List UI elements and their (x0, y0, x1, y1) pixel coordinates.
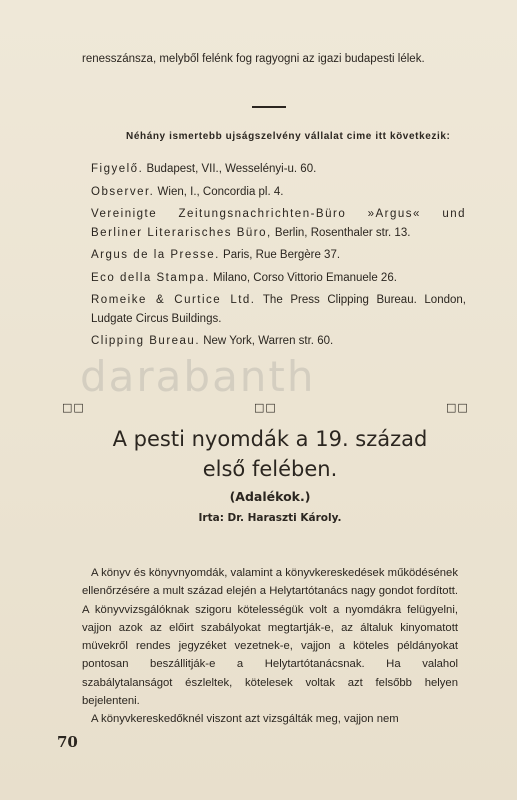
article-author: Irta: Dr. Haraszti Károly. (198, 512, 342, 524)
agency-entry (91, 246, 466, 265)
agency-name: Clipping Bureau. (91, 335, 201, 347)
agency-list-heading: Néhány ismertebb ujságszelvény vállalat cime itt következik: (126, 131, 451, 142)
agency-list (91, 160, 466, 355)
agency-entry (91, 205, 466, 242)
agency-entry (91, 332, 466, 351)
agency-address: Berlin, Rosenthaler str. 13. (271, 226, 411, 239)
agency-address: Milano, Corso Vittorio Emanuele 26. (209, 271, 397, 284)
agency-entry (91, 183, 466, 202)
agency-name: Eco della Stampa. (91, 271, 210, 284)
article-title (60, 424, 480, 484)
body-paragraph: A könyv és könyvnyomdák, valamint a könyvkereskedések működésének ellenőrzésére a mult század elején a Helytartótanács nagy gondot fordított. A könyvvizsgálóknak szigoru kötelességük volt a nyomdákra felügyelni, vajjon azok az előirt szabályokat megtartják-e, az általuk kinyomatott müvekről rendes jegyzéket vezetnek-e, vajjon a köteles példányokat pontosan beszállitják-e a Helytartótanácsnak. Ha valahol szabálytalanságot észleltek, kötelesek voltak azt felsőbb helyen bejelenteni. (82, 567, 458, 708)
watermark: darabanth (80, 352, 316, 401)
agency-address: Budapest, VII., Wesselényi-u. 60. (143, 163, 317, 175)
section-divider (252, 106, 286, 108)
agency-entry (91, 291, 466, 328)
article-title-line: A pesti nyomdák a 19. század (112, 427, 428, 451)
article-subtitle: (Adalékok.) (229, 489, 311, 504)
agency-address: The Press Clipping Bureau. London, Ludgate Circus Buildings. (91, 294, 466, 325)
agency-address: Paris, Rue Bergère 37. (219, 249, 341, 261)
agency-name: Figyelő. (91, 163, 144, 175)
ornament-center-icon: □□ (254, 401, 277, 414)
article-title-line: első felében. (202, 457, 338, 481)
ornament-right-icon: □□ (446, 401, 469, 414)
page-number: 70 (57, 733, 78, 751)
article-body (82, 564, 458, 729)
agency-address: New York, Warren str. 60. (200, 335, 334, 347)
agency-name: Argus de la Presse. (91, 249, 220, 261)
agency-name: Observer. (91, 185, 155, 198)
agency-entry (91, 269, 466, 288)
body-paragraph: A könyvkereskedőknél viszont azt vizsgálták meg, vajjon nem (91, 713, 399, 726)
agency-name: Romeike & Curtice Ltd. (91, 294, 256, 306)
intro-paragraph: renesszánsza, melyből felénk fog ragyogni az igazi budapesti lélek. (82, 53, 425, 65)
ornament-left-icon: □□ (62, 401, 85, 414)
agency-name: Vereinigte Zeitungsnachrichten-Büro »Argus« und Berliner Literarisches Büro, (91, 208, 466, 239)
agency-address: Wien, I., Concordia pl. 4. (154, 185, 284, 198)
agency-entry (91, 160, 466, 179)
